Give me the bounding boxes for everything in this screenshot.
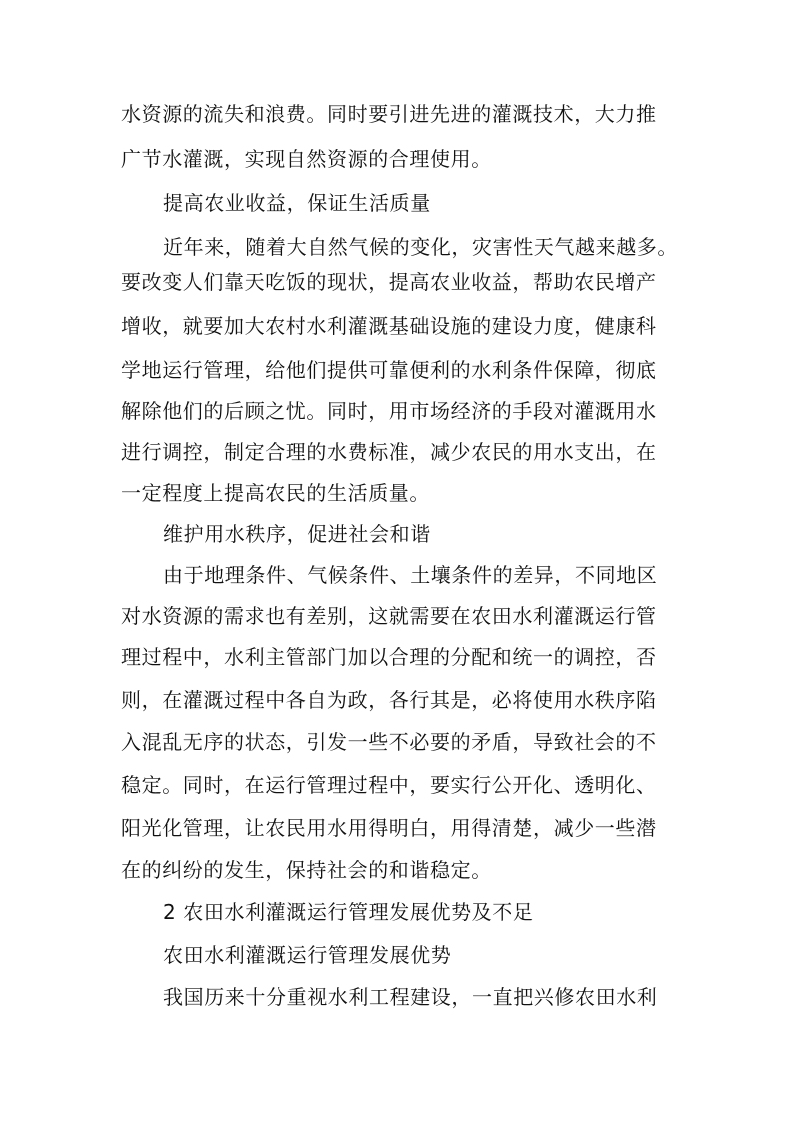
- body-text-line: 入混乱无序的状态，引发一些不必要的矛盾，导致社会的不: [121, 730, 657, 754]
- body-text-line: 水资源的流失和浪费。同时要引进先进的灌溉技术，大力推: [121, 102, 657, 126]
- section-heading: 维护用水秩序，促进社会和谐: [163, 522, 431, 546]
- body-text-line: 则，在灌溉过程中各自为政，各行其是，必将使用水秩序陷: [121, 688, 657, 712]
- body-text-line: 阳光化管理，让农民用水用得明白，用得清楚，减少一些潜: [121, 816, 657, 840]
- body-text-line: 由于地理条件、气候条件、土壤条件的差异，不同地区: [163, 563, 658, 587]
- body-text-line: 我国历来十分重视水利工程建设，一直把兴修农田水利: [163, 985, 658, 1009]
- body-text-line: 广节水灌溉，实现自然资源的合理使用。: [121, 147, 492, 171]
- body-text-line: 学地运行管理，给他们提供可靠便利的水利条件保障，彻底: [121, 358, 657, 382]
- body-text-line: 在的纠纷的发生，保持社会的和谐稳定。: [121, 858, 492, 882]
- body-text-line: 对水资源的需求也有差别，这就需要在农田水利灌溉运行管: [121, 604, 657, 628]
- body-text-line: 一定程度上提高农民的生活质量。: [121, 481, 430, 505]
- body-text-line: 稳定。同时，在运行管理过程中，要实行公开化、透明化、: [121, 773, 657, 797]
- body-text-line: 要改变人们靠天吃饭的现状，提高农业收益，帮助农民增产: [121, 270, 657, 294]
- body-text-line: 进行调控，制定合理的水费标准，减少农民的用水支出，在: [121, 440, 657, 464]
- subsection-heading: 农田水利灌溉运行管理发展优势: [163, 943, 452, 967]
- body-text-line: 理过程中，水利主管部门加以合理的分配和统一的调控，否: [121, 645, 657, 669]
- body-text-line: 解除他们的后顾之忧。同时，用市场经济的手段对灌溉用水: [121, 399, 657, 423]
- section-heading: 2 农田水利灌溉运行管理发展优势及不足: [163, 900, 534, 924]
- body-text-line: 增收，就要加大农村水利灌溉基础设施的建设力度，健康科: [121, 314, 657, 338]
- body-text-line: 近年来，随着大自然气候的变化，灾害性天气越来越多。: [163, 235, 678, 259]
- section-heading: 提高农业收益，保证生活质量: [163, 191, 431, 215]
